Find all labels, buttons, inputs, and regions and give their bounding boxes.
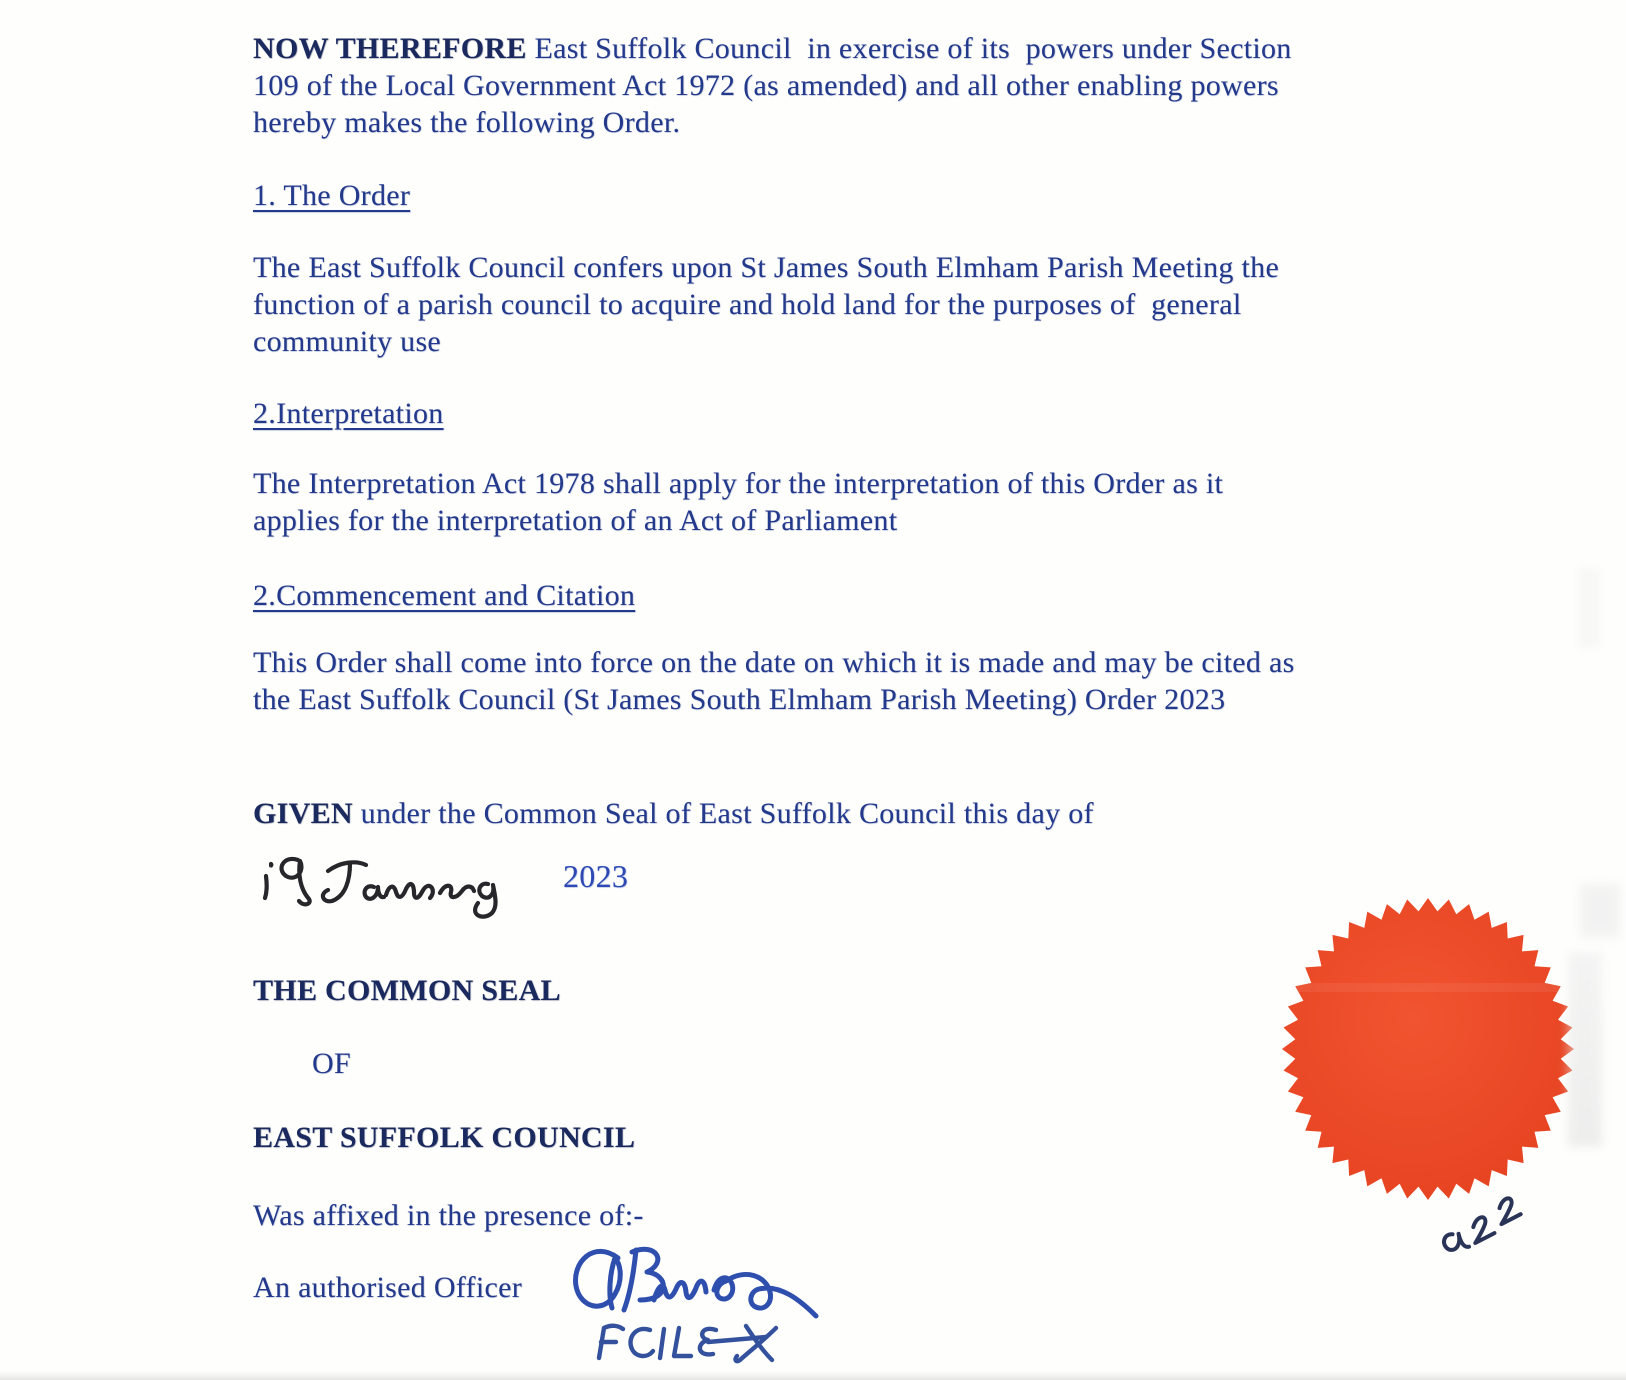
interpretation-paragraph: [253, 465, 1223, 539]
preamble-line-1-rest: East Suffolk Council in exercise of its powers under Section: [526, 32, 1292, 65]
heading-commencement-citation: 2.Commencement and Citation: [253, 579, 636, 612]
preamble-line-3: hereby makes the following Order.: [253, 106, 681, 139]
given-line-rest: under the Common Seal of East Suffolk Council this day of: [352, 797, 1094, 830]
order-line-2: function of a parish council to acquire and hold land for the purposes of general: [253, 288, 1242, 321]
interpretation-line-1: The Interpretation Act 1978 shall apply for the interpretation of this Order as it: [253, 467, 1224, 500]
interpretation-line-2: applies for the interpretation of an Act of Parliament: [253, 504, 898, 537]
authorised-officer-label: An authorised Officer: [253, 1271, 522, 1304]
scan-bottom-edge: [0, 1371, 1626, 1380]
order-line-3: community use: [253, 325, 442, 358]
order-paragraph: [253, 249, 1279, 360]
council-name-caption: EAST SUFFOLK COUNCIL: [253, 1121, 636, 1154]
scan-artifact-specks: [1578, 568, 1600, 648]
common-seal-caption: THE COMMON SEAL: [253, 974, 561, 1007]
commencement-paragraph: [253, 644, 1295, 718]
commencement-line-2: the East Suffolk Council (St James South Elmham Parish Meeting) Order 2023: [253, 683, 1226, 716]
commencement-line-1: This Order shall come into force on the date on which it is made and may be cited as: [253, 646, 1295, 679]
given-line: [253, 795, 1094, 832]
typed-year: 2023: [563, 858, 629, 894]
order-line-1: The East Suffolk Council confers upon St James South Elmham Parish Meeting the: [253, 251, 1280, 284]
handwritten-date: [252, 840, 566, 924]
preamble-paragraph: [253, 30, 1292, 141]
witness-presence-line: Was affixed in the presence of:-: [253, 1199, 644, 1232]
given-bold-lead: GIVEN: [253, 797, 353, 830]
heading-interpretation: 2.Interpretation: [253, 397, 444, 430]
heading-the-order: 1. The Order: [253, 179, 411, 212]
preamble-line-2: 109 of the Local Government Act 1972 (as amended) and all other enabling powers: [253, 69, 1279, 102]
of-caption: OF: [312, 1047, 351, 1080]
handwritten-signature: [560, 1238, 828, 1333]
preamble-line-1: [253, 30, 1292, 67]
seal-scan-band: [1283, 983, 1573, 992]
red-wafer-seal: [1279, 895, 1577, 1203]
preamble-bold-lead: NOW THEREFORE: [253, 32, 527, 65]
scan-artifact-patch: [1580, 884, 1620, 938]
handwritten-qualification: [594, 1320, 790, 1364]
given-line-text: [253, 795, 1094, 832]
